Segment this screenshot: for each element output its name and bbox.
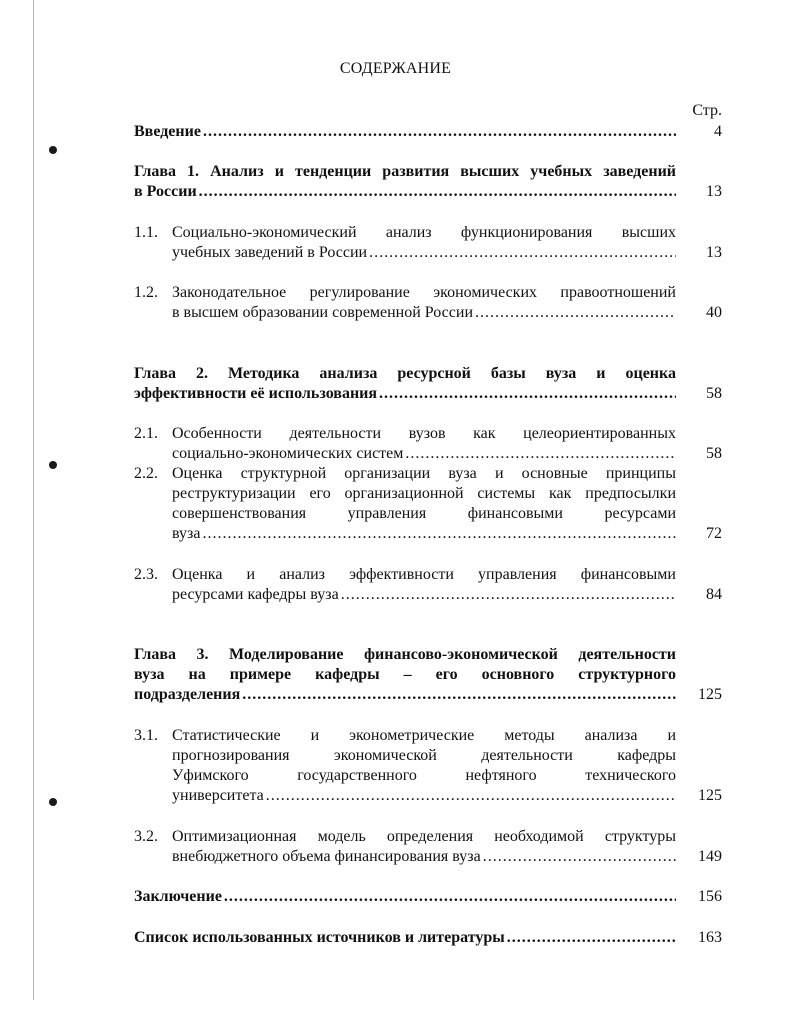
toc-entry-line: подразделения ..... [134,685,676,705]
toc-entry [134,223,676,263]
scan-punch-mark [49,798,57,806]
toc-entry-line: Глава 1. Анализ и тенденции развития высших учебных заведений [134,163,676,180]
toc-entry-line: внебюджетного объема финансирования вуза ..... [172,847,676,867]
dot-leader [224,887,676,907]
page-column-label: Стр. [692,102,722,119]
toc-entry-number: 1.2. [134,284,158,301]
toc-page-number: 58 [706,385,722,402]
toc-entry-number: 2.1. [134,425,158,442]
dot-leader [266,786,676,806]
toc-entry [134,726,676,806]
toc-entry [134,364,676,404]
dot-leader [341,585,676,605]
toc-entry-line: вуза ..... [172,524,676,544]
toc-entry [134,827,676,867]
toc-page-number: 13 [706,244,722,261]
toc-entry-line: прогнозирования экономической деятельности кафедры [172,747,676,764]
toc-entry-line: в высшем образовании современной России ..... [172,303,676,323]
toc-entry-line: Законодательное регулирование экономических правоотношений [172,284,676,301]
toc-entry-line: Введение ..... [134,122,676,142]
toc-entry-line: Оценка и анализ эффективности управления финансовыми [172,566,676,583]
toc-entry-number: 2.3. [134,566,158,583]
toc-entry [134,464,676,544]
toc-page-number: 13 [706,183,722,200]
toc-page-number: 40 [706,304,722,321]
toc-page-number: 72 [706,525,722,542]
toc-page-number: 125 [698,686,722,703]
toc-entry-line: в России ..... [134,182,676,202]
toc-entry [134,283,676,323]
toc-page-number: 4 [714,123,722,140]
toc-entry-line: Уфимского государственного нефтяного технического [172,767,676,784]
toc-entry-number: 3.2. [134,828,158,845]
toc-entry-line: социально-экономических систем ..... [172,444,676,464]
toc-entry-line: Глава 3. Моделирование финансово-экономической деятельности [134,646,676,663]
toc-entry-line: университета ..... [172,786,676,806]
toc-page-number: 58 [706,445,722,462]
scan-punch-mark [49,146,57,154]
dot-leader [202,524,676,544]
toc-entry [134,162,676,202]
toc-page-number: 163 [698,929,722,946]
toc-page-number: 149 [698,848,722,865]
toc-entry-line: Заключение ..... [134,887,676,907]
toc-entry-line: эффективности её использования ..... [134,384,676,404]
toc-entry-line: ресурсами кафедры вуза ..... [172,585,676,605]
dot-leader [405,444,676,464]
toc-entry-line: Социально-экономический анализ функционирования высших [172,224,676,241]
toc-entry [134,887,676,907]
toc-entry-line: Статистические и эконометрические методы анализа и [172,727,676,744]
toc-entry-number: 1.1. [134,224,158,241]
toc-entry-line: Глава 2. Методика анализа ресурсной базы вуза и оценка [134,365,676,382]
dot-leader [199,182,676,202]
toc-entry-line: Оценка структурной организации вуза и основные принципы [172,465,676,482]
dot-leader [369,243,676,263]
toc-entry-line: учебных заведений в России ..... [172,243,676,263]
toc-entry [134,122,676,142]
toc-entry [134,565,676,605]
toc-entry [134,645,676,705]
dot-leader [242,685,676,705]
scan-edge-line [33,0,34,1000]
toc-page-number: 125 [698,787,722,804]
toc-entry-line: реструктуризации его организационной системы как предпосылки [172,485,676,502]
toc-entry-line: совершенствования управления финансовыми ресурсами [172,505,676,522]
toc-page-number: 84 [706,586,722,603]
page-title: СОДЕРЖАНИЕ [339,60,452,77]
scan-punch-mark [49,461,57,469]
dot-leader [507,928,676,948]
dot-leader [379,384,676,404]
toc-entry-line: Особенности деятельности вузов как целеориентированных [172,425,676,442]
dot-leader [483,847,676,867]
toc-entry-line: вуза на примере кафедры – его основного структурного [134,666,676,683]
toc-entry [134,928,676,948]
toc-entry-number: 3.1. [134,727,158,744]
toc-entry-line: Оптимизационная модель определения необходимой структуры [172,828,676,845]
toc-entry-line: Список использованных источников и литературы ..... [134,928,676,948]
toc-entry [134,424,676,464]
dot-leader [475,303,676,323]
toc-page-number: 156 [698,888,722,905]
dot-leader [203,122,676,142]
toc-entry-number: 2.2. [134,465,158,482]
